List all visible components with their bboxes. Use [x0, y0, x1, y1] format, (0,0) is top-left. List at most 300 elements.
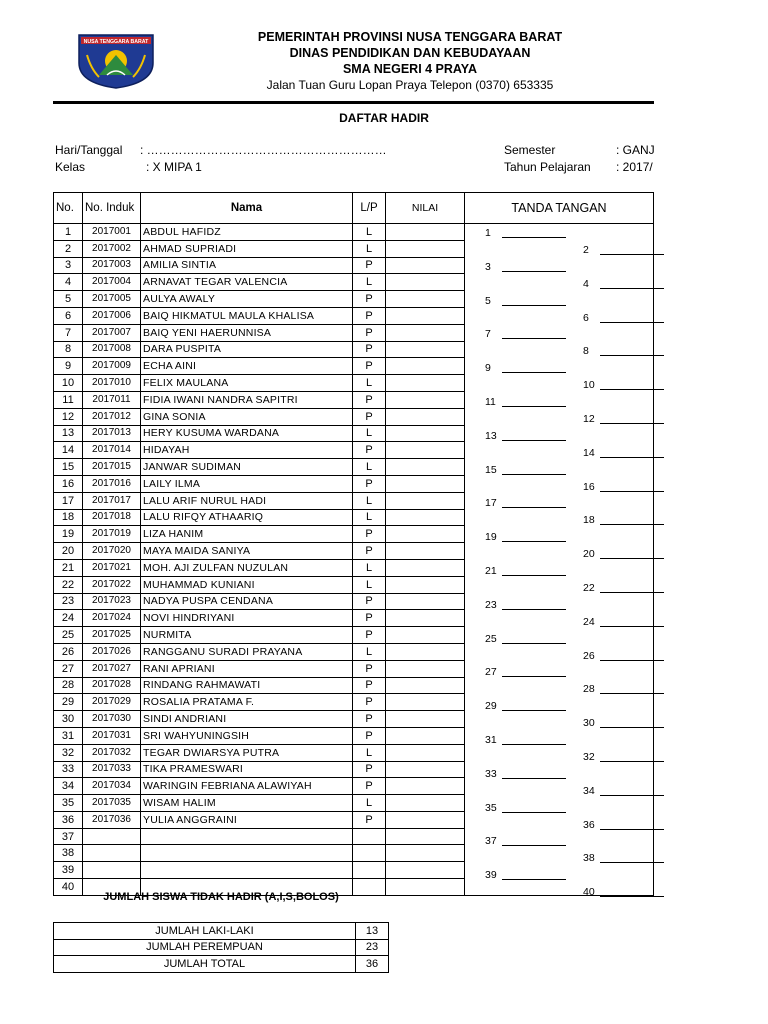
row-lp: L: [353, 492, 386, 509]
table-row: [54, 375, 654, 392]
row-nilai[interactable]: [386, 307, 465, 324]
signature-number: 5: [485, 294, 491, 307]
row-induk: [83, 862, 141, 879]
table-row: [54, 795, 654, 812]
row-no: 17: [54, 492, 83, 509]
row-nilai[interactable]: [386, 677, 465, 694]
row-lp: P: [353, 627, 386, 644]
row-lp: P: [353, 408, 386, 425]
signature-number: 6: [583, 311, 589, 324]
row-no: 32: [54, 744, 83, 761]
signature-number: 25: [485, 632, 497, 645]
row-no: 29: [54, 694, 83, 711]
table-row: [54, 643, 654, 660]
signature-line[interactable]: [600, 355, 664, 356]
row-nilai[interactable]: [386, 509, 465, 526]
signature-number: 26: [583, 649, 595, 662]
table-row: [54, 660, 654, 677]
row-nama: SRI WAHYUNINGSIH: [141, 727, 353, 744]
row-lp: P: [353, 358, 386, 375]
row-lp: [353, 845, 386, 862]
row-induk: 2017032: [83, 744, 141, 761]
row-nilai[interactable]: [386, 761, 465, 778]
row-nama: RANGGANU SURADI PRAYANA: [141, 643, 353, 660]
tahun-value: : 2017/: [616, 160, 653, 174]
signature-line[interactable]: [502, 845, 566, 846]
row-induk: 2017023: [83, 593, 141, 610]
row-nilai[interactable]: [386, 341, 465, 358]
table-row: [54, 862, 654, 879]
row-lp: L: [353, 459, 386, 476]
table-row: [54, 593, 654, 610]
signature-line[interactable]: [600, 626, 664, 627]
row-induk: 2017009: [83, 358, 141, 375]
row-no: 31: [54, 727, 83, 744]
row-induk: 2017011: [83, 391, 141, 408]
row-no: 2: [54, 240, 83, 257]
signature-line[interactable]: [502, 440, 566, 441]
kelas-value: : X MIPA 1: [146, 160, 202, 174]
row-nilai[interactable]: [386, 811, 465, 828]
row-no: 25: [54, 627, 83, 644]
row-lp: P: [353, 257, 386, 274]
table-row: [54, 677, 654, 694]
table-row: [54, 845, 654, 862]
signature-number: 10: [583, 379, 595, 392]
row-no: 24: [54, 610, 83, 627]
signature-number: 27: [485, 666, 497, 679]
row-induk: 2017001: [83, 224, 141, 241]
row-nilai[interactable]: [386, 828, 465, 845]
row-induk: 2017015: [83, 459, 141, 476]
table-row: [54, 694, 654, 711]
signature-number: 31: [485, 734, 497, 746]
row-nilai[interactable]: [386, 425, 465, 442]
row-no: 5: [54, 291, 83, 308]
row-lp: P: [353, 593, 386, 610]
signature-line[interactable]: [600, 457, 664, 458]
row-nilai[interactable]: [386, 845, 465, 862]
header-line-1: PEMERINTAH PROVINSI NUSA TENGGARA BARAT: [257, 30, 563, 44]
row-lp: [353, 828, 386, 845]
signature-number: 13: [485, 429, 497, 442]
row-signature[interactable]: [465, 576, 654, 593]
signature-line[interactable]: [600, 558, 664, 559]
signature-line[interactable]: [502, 305, 566, 306]
row-lp: P: [353, 442, 386, 459]
signature-line[interactable]: [502, 474, 566, 475]
row-no: 30: [54, 711, 83, 728]
signature-line[interactable]: [600, 761, 664, 762]
header-nama: Nama: [141, 193, 353, 224]
row-induk: 2017021: [83, 559, 141, 576]
signature-line[interactable]: [600, 727, 664, 728]
logo-text: NUSA TENGGARA BARAT: [83, 39, 149, 45]
semester-value: : GANJ: [616, 143, 655, 157]
row-no: 38: [54, 845, 83, 862]
row-nilai[interactable]: [386, 660, 465, 677]
table-row: [54, 509, 654, 526]
row-no: 27: [54, 660, 83, 677]
signature-number: 21: [485, 565, 497, 577]
row-induk: 2017031: [83, 727, 141, 744]
row-nilai[interactable]: [386, 576, 465, 593]
signature-number: 9: [485, 362, 491, 375]
signature-line[interactable]: [600, 423, 664, 424]
signature-number: 24: [583, 615, 595, 628]
row-nama: RANI APRIANI: [141, 660, 353, 677]
row-nilai[interactable]: [386, 727, 465, 744]
row-nama: SINDI ANDRIANI: [141, 711, 353, 728]
row-lp: P: [353, 307, 386, 324]
header-line-3: SMA NEGERI 4 PRAYA: [342, 62, 478, 76]
row-lp: L: [353, 744, 386, 761]
table-row: [54, 307, 654, 324]
header-address: Jalan Tuan Guru Lopan Praya Telepon (0370) 653335: [266, 78, 554, 92]
row-induk: 2017036: [83, 811, 141, 828]
row-induk: 2017024: [83, 610, 141, 627]
signature-line[interactable]: [502, 541, 566, 542]
row-nilai[interactable]: [386, 475, 465, 492]
table-row: [54, 408, 654, 425]
signature-line[interactable]: [502, 879, 566, 880]
signature-number: 15: [485, 463, 497, 476]
row-induk: 2017014: [83, 442, 141, 459]
row-no: 11: [54, 391, 83, 408]
row-nilai[interactable]: [386, 694, 465, 711]
row-nilai[interactable]: [386, 240, 465, 257]
signature-line[interactable]: [600, 254, 664, 255]
row-nama: WARINGIN FEBRIANA ALAWIYAH: [141, 778, 353, 795]
summary-table: [53, 891, 389, 973]
row-nama: AHMAD SUPRIADI: [141, 240, 353, 257]
row-nama: MOH. AJI ZULFAN NUZULAN: [141, 559, 353, 576]
signature-line[interactable]: [502, 575, 566, 576]
row-no: 19: [54, 526, 83, 543]
row-nama: ROSALIA PRATAMA F.: [141, 694, 353, 711]
row-nilai[interactable]: [386, 492, 465, 509]
row-nilai[interactable]: [386, 526, 465, 543]
row-lp: P: [353, 727, 386, 744]
table-row: [54, 727, 654, 744]
row-nama: MUHAMMAD KUNIANI: [141, 576, 353, 593]
row-signature[interactable]: [465, 643, 654, 660]
row-nilai[interactable]: [386, 744, 465, 761]
row-lp: P: [353, 694, 386, 711]
row-nilai[interactable]: [386, 224, 465, 241]
signature-number: 12: [583, 412, 595, 425]
row-no: 1: [54, 224, 83, 241]
signature-number: 19: [485, 531, 497, 544]
row-no: 22: [54, 576, 83, 593]
table-row: [54, 442, 654, 459]
signature-number: 39: [485, 869, 497, 882]
row-nama: AMILIA SINTIA: [141, 257, 353, 274]
signature-line[interactable]: [600, 322, 664, 323]
row-nama: ARNAVAT TEGAR VALENCIA: [141, 274, 353, 291]
row-no: 34: [54, 778, 83, 795]
row-induk: 2017017: [83, 492, 141, 509]
row-signature[interactable]: [465, 845, 654, 865]
row-nilai[interactable]: [386, 778, 465, 795]
row-nama: YULIA ANGGRAINI: [141, 811, 353, 828]
table-row: [54, 274, 654, 291]
row-nama: NOVI HINDRIYANI: [141, 610, 353, 627]
row-signature[interactable]: [465, 778, 654, 795]
row-lp: L: [353, 576, 386, 593]
row-nama: HIDAYAH: [141, 442, 353, 459]
row-induk: 2017006: [83, 307, 141, 324]
table-row: [54, 559, 654, 576]
row-nama: TIKA PRAMESWARI: [141, 761, 353, 778]
table-row: [54, 576, 654, 593]
row-nilai[interactable]: [386, 358, 465, 375]
row-nama: ABDUL HAFIDZ: [141, 224, 353, 241]
table-row: [54, 240, 654, 257]
row-nilai[interactable]: [386, 375, 465, 392]
row-induk: 2017002: [83, 240, 141, 257]
row-no: 18: [54, 509, 83, 526]
row-nilai[interactable]: [386, 627, 465, 644]
signature-number: 38: [583, 852, 595, 865]
row-signature[interactable]: [465, 543, 654, 560]
row-nilai[interactable]: [386, 610, 465, 627]
signature-number: 18: [583, 514, 595, 527]
row-induk: 2017025: [83, 627, 141, 644]
row-nilai[interactable]: [386, 257, 465, 274]
signature-number: 29: [485, 700, 497, 713]
row-nilai[interactable]: [386, 643, 465, 660]
row-lp: L: [353, 509, 386, 526]
row-lp: P: [353, 526, 386, 543]
row-nama: [141, 862, 353, 879]
signature-line[interactable]: [502, 812, 566, 813]
page-title: DAFTAR HADIR: [339, 111, 429, 125]
row-no: 14: [54, 442, 83, 459]
row-no: 37: [54, 828, 83, 845]
row-nilai[interactable]: [386, 711, 465, 728]
row-nama: HERY KUSUMA WARDANA: [141, 425, 353, 442]
row-lp: L: [353, 795, 386, 812]
table-row: [54, 828, 654, 845]
row-nama: LALU ARIF NURUL HADI: [141, 492, 353, 509]
row-nilai[interactable]: [386, 291, 465, 308]
signature-line[interactable]: [600, 896, 664, 897]
row-nilai[interactable]: [386, 559, 465, 576]
header-divider: [53, 101, 654, 104]
signature-line[interactable]: [502, 338, 566, 339]
semester-label: Semester: [504, 143, 556, 157]
row-nilai[interactable]: [386, 408, 465, 425]
row-lp: P: [353, 660, 386, 677]
row-induk: 2017008: [83, 341, 141, 358]
signature-number: 30: [583, 717, 595, 730]
row-induk: 2017005: [83, 291, 141, 308]
row-nilai[interactable]: [386, 879, 465, 896]
row-nama: LIZA HANIM: [141, 526, 353, 543]
row-lp: L: [353, 224, 386, 241]
signature-number: 37: [485, 835, 497, 848]
row-nama: ECHA AINI: [141, 358, 353, 375]
row-induk: 2017004: [83, 274, 141, 291]
row-lp: L: [353, 425, 386, 442]
row-nilai[interactable]: [386, 442, 465, 459]
row-signature[interactable]: [465, 711, 654, 728]
row-nilai[interactable]: [386, 324, 465, 341]
row-nama: RINDANG RAHMAWATI: [141, 677, 353, 694]
row-induk: 2017027: [83, 660, 141, 677]
signature-line[interactable]: [502, 271, 566, 272]
row-no: 26: [54, 643, 83, 660]
row-induk: 2017033: [83, 761, 141, 778]
signature-line[interactable]: [600, 389, 664, 390]
table-row: [54, 761, 654, 778]
row-induk: 2017035: [83, 795, 141, 812]
tahun-label: Tahun Pelajaran: [504, 160, 591, 174]
row-nilai[interactable]: [386, 391, 465, 408]
row-lp: L: [353, 643, 386, 660]
header-line-2: DINAS PENDIDIKAN DAN KEBUDAYAAN: [289, 46, 531, 60]
row-induk: 2017010: [83, 375, 141, 392]
row-nama: LALU RIFQY ATHAARIQ: [141, 509, 353, 526]
row-lp: P: [353, 811, 386, 828]
signature-number: 33: [485, 767, 497, 780]
row-signature[interactable]: [465, 610, 654, 627]
row-nama: JANWAR SUDIMAN: [141, 459, 353, 476]
row-induk: 2017028: [83, 677, 141, 694]
row-induk: 2017003: [83, 257, 141, 274]
row-lp: L: [353, 240, 386, 257]
row-nilai[interactable]: [386, 274, 465, 291]
signature-line[interactable]: [502, 237, 566, 238]
row-induk: 2017029: [83, 694, 141, 711]
male-value: 13: [356, 923, 389, 940]
row-induk: 2017016: [83, 475, 141, 492]
row-nama: AULYA AWALY: [141, 291, 353, 308]
row-lp: P: [353, 778, 386, 795]
total-value: 36: [356, 956, 389, 973]
signature-number: 4: [583, 277, 589, 290]
header-lp: L/P: [353, 193, 386, 224]
row-signature[interactable]: [465, 744, 654, 761]
row-lp: P: [353, 761, 386, 778]
row-no: 28: [54, 677, 83, 694]
table-row: [54, 526, 654, 543]
row-no: 21: [54, 559, 83, 576]
signature-number: 7: [485, 328, 491, 341]
row-no: 10: [54, 375, 83, 392]
row-no: 40: [54, 879, 83, 896]
signature-line[interactable]: [600, 524, 664, 525]
row-induk: 2017012: [83, 408, 141, 425]
signature-number: 22: [583, 581, 595, 594]
row-induk: 2017020: [83, 543, 141, 560]
signature-number: 2: [583, 243, 589, 256]
kelas-label: Kelas: [55, 160, 86, 174]
signature-number: 11: [485, 396, 496, 408]
row-induk: 2017019: [83, 526, 141, 543]
signature-line[interactable]: [502, 778, 566, 779]
row-no: 13: [54, 425, 83, 442]
table-row: [54, 627, 654, 644]
table-row: [54, 711, 654, 728]
row-no: 6: [54, 307, 83, 324]
female-label: JUMLAH PEREMPUAN: [54, 939, 356, 956]
signature-line[interactable]: [600, 693, 664, 694]
row-nilai[interactable]: [386, 862, 465, 879]
row-nama: [141, 845, 353, 862]
row-no: 16: [54, 475, 83, 492]
row-nama: BAIQ YENI HAERUNNISA: [141, 324, 353, 341]
row-induk: 2017018: [83, 509, 141, 526]
signature-number: 35: [485, 801, 497, 814]
signature-line[interactable]: [502, 372, 566, 373]
signature-line[interactable]: [502, 406, 566, 407]
row-nilai[interactable]: [386, 795, 465, 812]
row-lp: P: [353, 711, 386, 728]
signature-line[interactable]: [502, 507, 566, 508]
signature-line[interactable]: [600, 829, 664, 830]
signature-line[interactable]: [600, 660, 664, 661]
signature-line[interactable]: [502, 609, 566, 610]
row-induk: 2017013: [83, 425, 141, 442]
row-signature[interactable]: [465, 677, 654, 694]
header-induk: No. Induk: [83, 193, 141, 224]
row-lp: [353, 862, 386, 879]
row-nilai[interactable]: [386, 543, 465, 560]
table-row: [54, 475, 654, 492]
row-nilai[interactable]: [386, 459, 465, 476]
signature-line[interactable]: [600, 795, 664, 796]
row-no: 23: [54, 593, 83, 610]
table-row: [54, 543, 654, 560]
signature-line[interactable]: [600, 491, 664, 492]
row-nama: NADYA PUSPA CENDANA: [141, 593, 353, 610]
signature-line[interactable]: [600, 592, 664, 593]
signature-number: 17: [485, 497, 497, 510]
row-nama: LAILY ILMA: [141, 475, 353, 492]
signature-number: 36: [583, 818, 595, 831]
row-signature[interactable]: [465, 811, 654, 828]
row-no: 39: [54, 862, 83, 879]
signature-line[interactable]: [502, 676, 566, 677]
male-label: JUMLAH LAKI-LAKI: [54, 923, 356, 940]
row-lp: P: [353, 341, 386, 358]
row-induk: 2017026: [83, 643, 141, 660]
row-induk: 2017030: [83, 711, 141, 728]
row-induk: 2017007: [83, 324, 141, 341]
total-label: JUMLAH TOTAL: [54, 956, 356, 973]
signature-number: 40: [583, 886, 595, 899]
signature-line[interactable]: [502, 643, 566, 644]
row-nilai[interactable]: [386, 593, 465, 610]
signature-number: 23: [485, 598, 497, 611]
row-no: 33: [54, 761, 83, 778]
table-row: [54, 778, 654, 795]
signature-line[interactable]: [600, 862, 664, 863]
signature-number: 20: [583, 548, 595, 561]
signature-line[interactable]: [502, 710, 566, 711]
signature-line[interactable]: [600, 288, 664, 289]
row-lp: P: [353, 324, 386, 341]
row-nama: GINA SONIA: [141, 408, 353, 425]
row-lp: P: [353, 475, 386, 492]
row-nama: MAYA MAIDA SANIYA: [141, 543, 353, 560]
signature-line[interactable]: [502, 744, 566, 745]
signature-number: 1: [485, 227, 491, 239]
row-nama: BAIQ HIKMATUL MAULA KHALISA: [141, 307, 353, 324]
row-lp: P: [353, 391, 386, 408]
